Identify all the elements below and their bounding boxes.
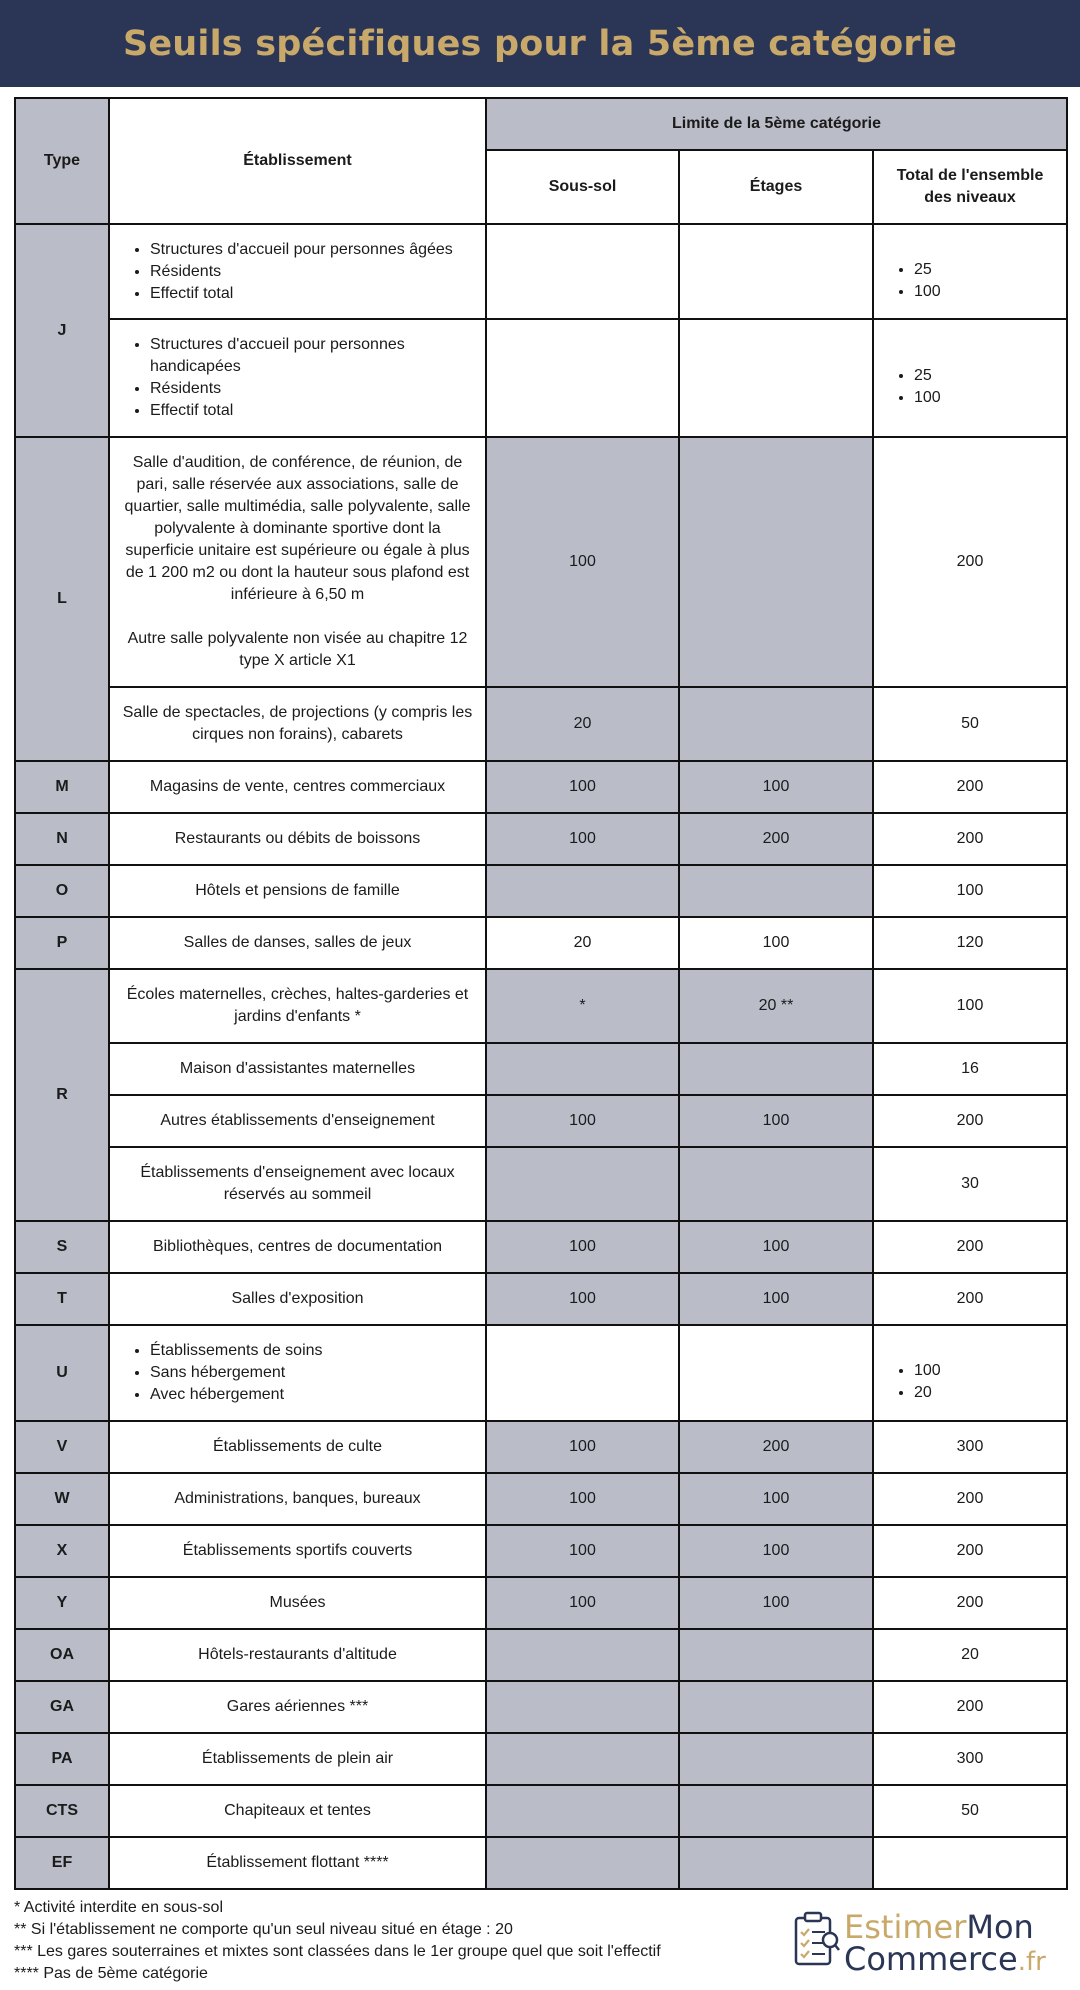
list-item: • 100 bbox=[914, 1360, 1056, 1382]
basement-cell bbox=[486, 1733, 679, 1785]
checklist-icon bbox=[792, 1910, 840, 1972]
table-row bbox=[15, 1629, 1067, 1681]
type-cell: Y bbox=[15, 1577, 109, 1629]
list-item: • 25 bbox=[914, 365, 1056, 387]
title-banner bbox=[0, 0, 1080, 87]
total-cell: 200 bbox=[873, 1473, 1067, 1525]
floors-cell: 100 bbox=[679, 761, 873, 813]
total-cell: 200 bbox=[873, 761, 1067, 813]
basement-cell: 100 bbox=[486, 761, 679, 813]
establishment-cell: Administrations, banques, bureaux bbox=[109, 1473, 486, 1525]
list-item: • Structures d'accueil pour personnes âgées bbox=[150, 239, 475, 261]
type-cell: T bbox=[15, 1273, 109, 1325]
basement-cell: * bbox=[486, 969, 679, 1043]
table-row bbox=[15, 1147, 1067, 1221]
type-cell: OA bbox=[15, 1629, 109, 1681]
table-row bbox=[15, 969, 1067, 1043]
list-item: • Résidents bbox=[150, 261, 475, 283]
establishment-cell bbox=[109, 224, 486, 319]
floors-cell bbox=[679, 1043, 873, 1095]
total-cell: 300 bbox=[873, 1421, 1067, 1473]
list-item: • 100 bbox=[914, 387, 1056, 409]
bullet-list bbox=[120, 1340, 475, 1406]
floors-cell: 100 bbox=[679, 1577, 873, 1629]
basement-cell: 100 bbox=[486, 1577, 679, 1629]
list-item: • 100 bbox=[914, 281, 1056, 303]
floors-cell bbox=[679, 1629, 873, 1681]
total-cell bbox=[873, 1325, 1067, 1421]
table-row bbox=[15, 761, 1067, 813]
table-row bbox=[15, 224, 1067, 319]
floors-cell bbox=[679, 1147, 873, 1221]
logo-word: .fr bbox=[1017, 1947, 1046, 1977]
establishment-cell: Hôtels et pensions de famille bbox=[109, 865, 486, 917]
basement-cell bbox=[486, 224, 679, 319]
total-cell: 200 bbox=[873, 1681, 1067, 1733]
basement-cell: 100 bbox=[486, 1525, 679, 1577]
header-establishment: Établissement bbox=[109, 98, 486, 224]
table-row bbox=[15, 687, 1067, 761]
floors-cell: 200 bbox=[679, 1421, 873, 1473]
floors-cell: 100 bbox=[679, 1221, 873, 1273]
type-cell: P bbox=[15, 917, 109, 969]
total-cell: 200 bbox=[873, 1273, 1067, 1325]
floors-cell bbox=[679, 1785, 873, 1837]
footnote: ** Si l'établissement ne comporte qu'un seul niveau situé en étage : 20 bbox=[14, 1921, 513, 1938]
total-cell bbox=[873, 319, 1067, 437]
table-row bbox=[15, 813, 1067, 865]
bullet-list bbox=[120, 334, 475, 422]
bullet-list bbox=[884, 1360, 1056, 1404]
total-cell: 200 bbox=[873, 1221, 1067, 1273]
type-cell: V bbox=[15, 1421, 109, 1473]
total-cell: 200 bbox=[873, 813, 1067, 865]
floors-cell bbox=[679, 865, 873, 917]
type-cell: R bbox=[15, 969, 109, 1221]
table-row bbox=[15, 865, 1067, 917]
basement-cell bbox=[486, 865, 679, 917]
header-total: Total de l'ensemble des niveaux bbox=[873, 150, 1067, 224]
total-cell: 50 bbox=[873, 1785, 1067, 1837]
basement-cell bbox=[486, 1681, 679, 1733]
floors-cell bbox=[679, 687, 873, 761]
establishment-cell: Salles d'exposition bbox=[109, 1273, 486, 1325]
establishment-cell: Écoles maternelles, crèches, haltes-garderies et jardins d'enfants * bbox=[109, 969, 486, 1043]
total-cell: 200 bbox=[873, 1525, 1067, 1577]
floors-cell bbox=[679, 224, 873, 319]
table-row bbox=[15, 917, 1067, 969]
table-row bbox=[15, 1577, 1067, 1629]
type-cell: PA bbox=[15, 1733, 109, 1785]
floors-cell bbox=[679, 1681, 873, 1733]
table-row bbox=[15, 1325, 1067, 1421]
total-cell: 200 bbox=[873, 437, 1067, 687]
basement-cell bbox=[486, 1785, 679, 1837]
thresholds-table bbox=[14, 97, 1068, 1890]
table-row bbox=[15, 1221, 1067, 1273]
type-cell: J bbox=[15, 224, 109, 437]
header-basement: Sous-sol bbox=[486, 150, 679, 224]
establishment-cell bbox=[109, 437, 486, 687]
establishment-cell: Chapiteaux et tentes bbox=[109, 1785, 486, 1837]
type-cell: M bbox=[15, 761, 109, 813]
basement-cell: 20 bbox=[486, 687, 679, 761]
establishment-cell: Gares aériennes *** bbox=[109, 1681, 486, 1733]
basement-cell bbox=[486, 1043, 679, 1095]
establishment-label: Salle d'audition, de conférence, de réunion, de pari, salle réservée aux associations, salle de quartier, salle multimédia, salle polyvalente, salle polyvalente à dominante sportive dont la superficie unitaire est supérieure ou égale à plus de 1 200 m2 ou dont la hauteur sous plafond est inférieure à 6,50 m bbox=[124, 454, 471, 603]
establishment-cell bbox=[109, 319, 486, 437]
floors-cell bbox=[679, 437, 873, 687]
establishment-cell: Bibliothèques, centres de documentation bbox=[109, 1221, 486, 1273]
establishment-cell: Maison d'assistantes maternelles bbox=[109, 1043, 486, 1095]
establishment-cell: Magasins de vente, centres commerciaux bbox=[109, 761, 486, 813]
brand-logo bbox=[792, 1910, 1068, 1980]
total-cell: 16 bbox=[873, 1043, 1067, 1095]
header-type: Type bbox=[15, 98, 109, 224]
basement-cell bbox=[486, 1629, 679, 1681]
establishment-cell: Établissements sportifs couverts bbox=[109, 1525, 486, 1577]
page-title: Seuils spécifiques pour la 5ème catégorie bbox=[122, 23, 958, 64]
bullet-list bbox=[120, 239, 475, 305]
basement-cell: 100 bbox=[486, 1095, 679, 1147]
table-row bbox=[15, 1473, 1067, 1525]
basement-cell bbox=[486, 1325, 679, 1421]
type-cell: S bbox=[15, 1221, 109, 1273]
bullet-list bbox=[884, 365, 1056, 409]
establishment-cell: Établissements de culte bbox=[109, 1421, 486, 1473]
logo-word: Estimer bbox=[844, 1908, 967, 1946]
type-cell: L bbox=[15, 437, 109, 761]
basement-cell: 20 bbox=[486, 917, 679, 969]
table-row bbox=[15, 1525, 1067, 1577]
establishment-cell: Musées bbox=[109, 1577, 486, 1629]
header-limit: Limite de la 5ème catégorie bbox=[486, 98, 1067, 150]
table-row bbox=[15, 1421, 1067, 1473]
list-item: • 20 bbox=[914, 1382, 1056, 1404]
floors-cell: 20 ** bbox=[679, 969, 873, 1043]
footnote: * Activité interdite en sous-sol bbox=[14, 1899, 223, 1916]
list-item: • Structures d'accueil pour personnes handicapées bbox=[150, 334, 475, 378]
footnotes bbox=[14, 1897, 661, 1985]
type-cell: N bbox=[15, 813, 109, 865]
table-row bbox=[15, 1095, 1067, 1147]
header-floors: Étages bbox=[679, 150, 873, 224]
logo-word: Commerce bbox=[844, 1940, 1018, 1978]
type-cell: U bbox=[15, 1325, 109, 1421]
floors-cell: 200 bbox=[679, 813, 873, 865]
floors-cell: 100 bbox=[679, 1095, 873, 1147]
floors-cell: 100 bbox=[679, 917, 873, 969]
list-item: • Établissements de soins bbox=[150, 1340, 475, 1362]
table-row bbox=[15, 319, 1067, 437]
type-cell: GA bbox=[15, 1681, 109, 1733]
basement-cell: 100 bbox=[486, 1421, 679, 1473]
logo-line-1 bbox=[844, 1910, 1034, 1944]
table-row bbox=[15, 1273, 1067, 1325]
total-cell bbox=[873, 1837, 1067, 1889]
type-cell: CTS bbox=[15, 1785, 109, 1837]
list-item: • Effectif total bbox=[150, 400, 475, 422]
basement-cell bbox=[486, 1147, 679, 1221]
total-cell: 300 bbox=[873, 1733, 1067, 1785]
basement-cell bbox=[486, 1837, 679, 1889]
establishment-cell: Hôtels-restaurants d'altitude bbox=[109, 1629, 486, 1681]
total-cell: 200 bbox=[873, 1577, 1067, 1629]
table-row bbox=[15, 1785, 1067, 1837]
total-cell: 120 bbox=[873, 917, 1067, 969]
type-cell: O bbox=[15, 865, 109, 917]
floors-cell bbox=[679, 319, 873, 437]
basement-cell: 100 bbox=[486, 1221, 679, 1273]
floors-cell: 100 bbox=[679, 1525, 873, 1577]
list-item: • Sans hébergement bbox=[150, 1362, 475, 1384]
table-row bbox=[15, 1043, 1067, 1095]
establishment-cell: Restaurants ou débits de boissons bbox=[109, 813, 486, 865]
floors-cell: 100 bbox=[679, 1273, 873, 1325]
establishment-cell: Établissement flottant **** bbox=[109, 1837, 486, 1889]
floors-cell bbox=[679, 1837, 873, 1889]
establishment-cell: Établissements d'enseignement avec locaux réservés au sommeil bbox=[109, 1147, 486, 1221]
footnote: **** Pas de 5ème catégorie bbox=[14, 1965, 208, 1982]
list-item: • Effectif total bbox=[150, 283, 475, 305]
establishment-cell: Autres établissements d'enseignement bbox=[109, 1095, 486, 1147]
table-row bbox=[15, 1733, 1067, 1785]
total-cell: 50 bbox=[873, 687, 1067, 761]
establishment-label: Autre salle polyvalente non visée au chapitre 12 type X article X1 bbox=[127, 630, 468, 669]
total-cell bbox=[873, 224, 1067, 319]
basement-cell: 100 bbox=[486, 813, 679, 865]
footnote: *** Les gares souterraines et mixtes sont classées dans le 1er groupe quel que soit l'effectif bbox=[14, 1943, 661, 1960]
table-row bbox=[15, 1681, 1067, 1733]
type-cell: EF bbox=[15, 1837, 109, 1889]
floors-cell bbox=[679, 1733, 873, 1785]
list-item: • Avec hébergement bbox=[150, 1384, 475, 1406]
establishment-cell: Salle de spectacles, de projections (y compris les cirques non forains), cabarets bbox=[109, 687, 486, 761]
logo-word: Mon bbox=[966, 1908, 1034, 1946]
bullet-list bbox=[884, 259, 1056, 303]
list-item: • Résidents bbox=[150, 378, 475, 400]
basement-cell: 100 bbox=[486, 1273, 679, 1325]
total-cell: 200 bbox=[873, 1095, 1067, 1147]
total-cell: 100 bbox=[873, 865, 1067, 917]
type-cell: W bbox=[15, 1473, 109, 1525]
floors-cell: 100 bbox=[679, 1473, 873, 1525]
total-cell: 20 bbox=[873, 1629, 1067, 1681]
table-row bbox=[15, 1837, 1067, 1889]
total-cell: 30 bbox=[873, 1147, 1067, 1221]
total-cell: 100 bbox=[873, 969, 1067, 1043]
basement-cell bbox=[486, 319, 679, 437]
basement-cell: 100 bbox=[486, 437, 679, 687]
basement-cell: 100 bbox=[486, 1473, 679, 1525]
list-item: • 25 bbox=[914, 259, 1056, 281]
establishment-cell bbox=[109, 1325, 486, 1421]
type-cell: X bbox=[15, 1525, 109, 1577]
table-row bbox=[15, 437, 1067, 687]
logo-line-2 bbox=[844, 1942, 1046, 1979]
floors-cell bbox=[679, 1325, 873, 1421]
establishment-cell: Salles de danses, salles de jeux bbox=[109, 917, 486, 969]
establishment-cell: Établissements de plein air bbox=[109, 1733, 486, 1785]
